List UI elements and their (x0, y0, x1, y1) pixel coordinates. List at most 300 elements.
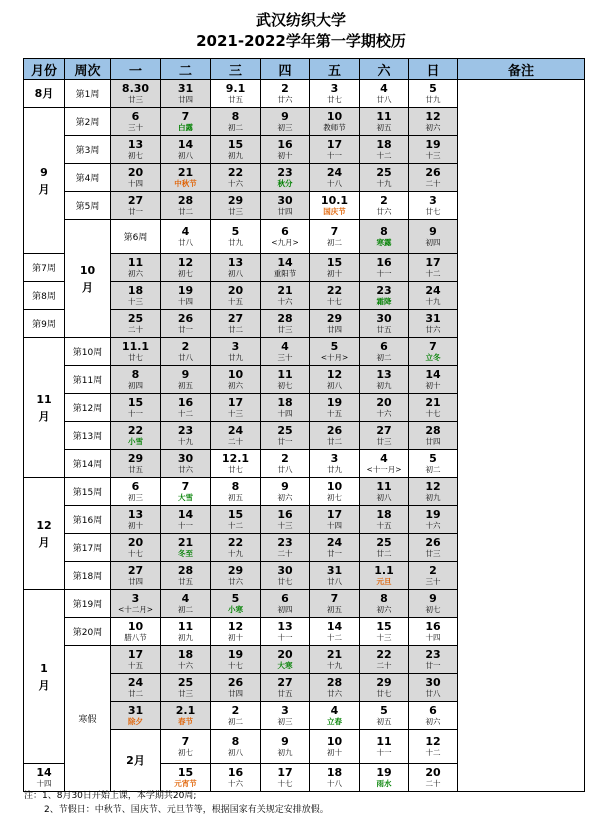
month-cell (24, 108, 65, 254)
day-number: 9 (281, 110, 289, 123)
day-number: 13 (127, 508, 144, 521)
day-cell (310, 310, 360, 338)
header-sat: 六 (360, 59, 409, 80)
lunar-label: 廿七 (376, 689, 392, 698)
lunar-label: 廿八 (277, 465, 293, 474)
day-cell (261, 618, 310, 646)
day-number: 14 (36, 766, 52, 779)
day-cell (261, 450, 310, 478)
lunar-label: 廿二 (228, 325, 243, 334)
lunar-label: 初五 (376, 123, 392, 132)
day-number: 26 (177, 312, 194, 325)
day-number: 6 (131, 480, 140, 493)
day-cell (360, 450, 409, 478)
day-cell (310, 646, 360, 674)
lunar-label: 廿八 (376, 95, 392, 104)
day-number: 4 (380, 82, 388, 95)
lunar-label: 廿九 (228, 353, 243, 362)
lunar-label: 廿四 (277, 207, 293, 216)
day-number: 15 (376, 620, 392, 633)
day-cell (261, 338, 310, 366)
day-cell (161, 450, 211, 478)
lunar-label: 廿一 (277, 437, 293, 446)
lunar-label: 初十 (327, 748, 342, 757)
day-cell (409, 80, 458, 108)
day-cell (261, 220, 310, 254)
month-cell (24, 478, 65, 590)
day-number: 12 (326, 368, 343, 381)
calendar-table (23, 58, 585, 792)
day-number: 31 (425, 312, 441, 325)
lunar-label: 廿七 (425, 207, 441, 216)
day-number: 22 (127, 424, 144, 437)
lunar-label: 十四 (128, 179, 143, 188)
day-cell (409, 338, 458, 366)
lunar-label: 廿六 (376, 207, 392, 216)
week-cell: 第17周 (65, 534, 111, 562)
day-number: 10 (326, 110, 343, 123)
lunar-label: 春节 (178, 717, 193, 726)
week-cell: 第9周 (24, 310, 65, 338)
day-number: 27 (127, 564, 144, 577)
lunar-label: 初七 (277, 381, 293, 390)
day-number: 22 (376, 648, 392, 661)
lunar-label: 初八 (327, 381, 342, 390)
lunar-label: 初八 (228, 748, 243, 757)
day-number: 24 (326, 536, 343, 549)
lunar-label: 十二 (425, 748, 441, 757)
day-cell (111, 506, 161, 534)
day-number: 21 (177, 166, 194, 179)
day-number: 9 (281, 480, 289, 493)
lunar-label: 初十 (128, 521, 143, 530)
day-number: 19 (376, 766, 392, 779)
lunar-label: 初四 (425, 238, 441, 247)
day-number: 11 (177, 620, 194, 633)
day-cell (409, 192, 458, 220)
day-cell (261, 80, 310, 108)
day-number: 28 (277, 312, 293, 325)
day-number: 3 (131, 592, 140, 605)
day-number: 10.1 (320, 194, 349, 207)
lunar-label: 初二 (327, 238, 342, 247)
lunar-label: 十五 (376, 521, 392, 530)
lunar-label: 初三 (277, 123, 293, 132)
day-cell (111, 310, 161, 338)
day-number: 20 (227, 284, 244, 297)
day-cell (310, 534, 360, 562)
week-cell: 第2周 (65, 108, 111, 136)
day-cell (261, 730, 310, 764)
day-cell (161, 590, 211, 618)
day-cell (409, 534, 458, 562)
day-cell (211, 136, 261, 164)
calendar-body (24, 80, 585, 792)
day-cell (161, 310, 211, 338)
month-cell (24, 590, 65, 764)
day-number: 10 (326, 735, 343, 748)
lunar-label: 初九 (178, 633, 193, 642)
day-cell (161, 618, 211, 646)
day-number: 23 (425, 648, 441, 661)
header-row (24, 59, 585, 80)
day-number: 16 (277, 138, 293, 151)
day-cell (111, 366, 161, 394)
day-number: 19 (425, 508, 441, 521)
day-cell (409, 478, 458, 506)
day-number: 20 (376, 396, 392, 409)
lunar-label: 十六 (425, 521, 441, 530)
day-number: 2 (231, 704, 240, 717)
lunar-label: 廿六 (178, 465, 193, 474)
day-number: 29 (326, 312, 343, 325)
day-cell (261, 506, 310, 534)
day-cell (310, 450, 360, 478)
day-cell (161, 164, 211, 192)
day-cell (409, 254, 458, 282)
page-subtitle: 2021-2022学年第一学期校历 (196, 32, 406, 50)
lunar-label: 除夕 (128, 717, 143, 726)
day-cell (161, 702, 211, 730)
day-cell (211, 366, 261, 394)
day-cell (409, 366, 458, 394)
day-number: 17 (425, 256, 441, 269)
lunar-label: 廿二 (178, 207, 193, 216)
day-number: 3 (330, 452, 339, 465)
lunar-label: 寒露 (376, 238, 392, 247)
lunar-label: 廿五 (228, 95, 243, 104)
day-cell (111, 450, 161, 478)
lunar-label: 廿二 (376, 549, 392, 558)
day-cell (211, 450, 261, 478)
day-number: 24 (127, 676, 144, 689)
day-cell (111, 80, 161, 108)
day-cell (360, 478, 409, 506)
day-cell (261, 192, 310, 220)
day-number: 23 (277, 536, 293, 549)
lunar-label: 雨水 (376, 779, 392, 788)
day-number: 8 (131, 368, 140, 381)
day-cell (161, 192, 211, 220)
day-number: 8 (231, 735, 240, 748)
day-number: 27 (127, 194, 144, 207)
day-number: 27 (277, 676, 293, 689)
day-cell (211, 764, 261, 792)
week-cell: 第20周 (65, 618, 111, 646)
lunar-label: 初七 (128, 151, 143, 160)
day-number: 13 (277, 620, 293, 633)
lunar-label: 廿六 (327, 689, 342, 698)
day-cell (310, 164, 360, 192)
day-number: 8 (231, 480, 240, 493)
lunar-label: 廿七 (128, 353, 143, 362)
day-cell (310, 394, 360, 422)
lunar-label: 廿七 (327, 95, 342, 104)
day-number: 31 (127, 704, 144, 717)
day-number: 21 (326, 648, 343, 661)
note-1: 注：1、8月30日开始上课，本学期共20周; (24, 791, 197, 801)
lunar-label: 廿一 (425, 661, 441, 670)
month-label: 10 月 (79, 263, 96, 294)
lunar-label: 廿三 (425, 549, 441, 558)
lunar-label: 十四 (327, 521, 342, 530)
lunar-label: 廿五 (376, 325, 392, 334)
day-number: 7 (181, 110, 190, 123)
day-cell (409, 506, 458, 534)
lunar-label: <十月> (320, 353, 349, 362)
lunar-label: 初六 (425, 717, 441, 726)
day-number: 20 (127, 536, 144, 549)
day-number: 10 (127, 620, 144, 633)
lunar-label: 廿三 (376, 437, 392, 446)
week-cell: 第16周 (65, 506, 111, 534)
day-cell (310, 338, 360, 366)
day-cell (310, 254, 360, 282)
lunar-label: 廿四 (425, 437, 441, 446)
day-number: 4 (281, 340, 289, 353)
day-number: 22 (227, 166, 244, 179)
day-cell (111, 136, 161, 164)
lunar-label: 十三 (425, 151, 441, 160)
day-cell (360, 646, 409, 674)
lunar-label: 十五 (327, 409, 342, 418)
lunar-label: 元宵节 (174, 779, 197, 788)
day-cell (261, 646, 310, 674)
day-cell (161, 478, 211, 506)
lunar-label: 初六 (277, 493, 293, 502)
day-cell (261, 478, 310, 506)
lunar-label: 十三 (376, 633, 392, 642)
day-cell (111, 562, 161, 590)
day-cell (211, 192, 261, 220)
lunar-label: 初九 (425, 493, 441, 502)
day-cell (360, 534, 409, 562)
lunar-label: 廿二 (128, 689, 143, 698)
lunar-label: 廿四 (128, 577, 143, 586)
day-cell (161, 366, 211, 394)
day-number: 21 (425, 396, 441, 409)
day-number: 27 (376, 424, 392, 437)
lunar-label: 十六 (228, 779, 243, 788)
lunar-label: 十一 (376, 748, 392, 757)
day-number: 16 (425, 620, 441, 633)
lunar-label: 初五 (376, 717, 392, 726)
lunar-label: 廿三 (128, 95, 143, 104)
lunar-label: 廿三 (277, 325, 293, 334)
day-cell (409, 394, 458, 422)
day-number: 24 (326, 166, 343, 179)
lunar-label: 十一 (178, 521, 193, 530)
day-number: 20 (425, 766, 441, 779)
lunar-label: 十一 (277, 633, 293, 642)
lunar-label: 廿七 (228, 465, 243, 474)
day-number: 5 (231, 592, 240, 605)
day-cell (409, 220, 458, 254)
day-number: 7 (330, 592, 339, 605)
day-cell (161, 254, 211, 282)
day-number: 28 (326, 676, 343, 689)
header-tue: 二 (161, 59, 211, 80)
day-cell (360, 164, 409, 192)
day-cell (409, 108, 458, 136)
lunar-label: 廿四 (327, 325, 342, 334)
day-number: 24 (227, 424, 244, 437)
day-cell (310, 730, 360, 764)
week-cell: 第3周 (65, 136, 111, 164)
lunar-label: 廿九 (425, 95, 441, 104)
lunar-label: 十一 (128, 409, 143, 418)
day-number: 5 (429, 82, 437, 95)
day-number: 15 (127, 396, 144, 409)
day-cell (409, 646, 458, 674)
day-number: 5 (231, 225, 240, 238)
lunar-label: 十四 (277, 409, 293, 418)
lunar-label: 廿四 (228, 689, 243, 698)
day-cell (261, 394, 310, 422)
day-number: 18 (376, 138, 392, 151)
day-number: 29 (376, 676, 392, 689)
day-number: 8 (231, 110, 240, 123)
lunar-label: 腊八节 (124, 633, 147, 642)
day-cell (261, 562, 310, 590)
day-number: 21 (177, 536, 194, 549)
day-cell (211, 730, 261, 764)
day-number: 18 (177, 648, 194, 661)
day-number: 25 (376, 166, 392, 179)
day-cell (211, 164, 261, 192)
day-cell (161, 534, 211, 562)
day-number: 25 (177, 676, 194, 689)
day-number: 6 (380, 340, 388, 353)
day-cell (261, 310, 310, 338)
lunar-label: 廿四 (178, 95, 193, 104)
day-cell (111, 254, 161, 282)
day-cell (111, 164, 161, 192)
lunar-label: 十五 (228, 297, 243, 306)
day-cell (310, 674, 360, 702)
day-number: 31 (177, 82, 194, 95)
lunar-label: 初七 (327, 493, 342, 502)
day-cell (211, 702, 261, 730)
day-number: 30 (425, 676, 441, 689)
lunar-label: 初七 (178, 748, 193, 757)
day-cell (211, 478, 261, 506)
day-cell (310, 702, 360, 730)
lunar-label: <十一月> (366, 465, 402, 474)
header-remarks: 备注 (458, 59, 585, 80)
day-cell (211, 562, 261, 590)
lunar-label: 初六 (128, 269, 143, 278)
week-cell: 第14周 (65, 450, 111, 478)
day-number: 25 (127, 312, 144, 325)
lunar-label: 二十 (277, 549, 293, 558)
day-cell (409, 164, 458, 192)
lunar-label: 十九 (178, 437, 193, 446)
lunar-label: <九月> (271, 238, 299, 247)
day-cell (211, 394, 261, 422)
day-number: 9 (429, 592, 437, 605)
lunar-label: 立春 (327, 717, 342, 726)
week-cell: 第18周 (65, 562, 111, 590)
lunar-label: 廿五 (128, 465, 143, 474)
day-number: 20 (127, 166, 144, 179)
header-thu: 四 (261, 59, 310, 80)
lunar-label: 冬至 (178, 549, 193, 558)
lunar-label: 廿六 (277, 95, 293, 104)
day-number: 29 (127, 452, 144, 465)
day-number: 8 (380, 592, 388, 605)
day-cell (111, 618, 161, 646)
day-number: 30 (376, 312, 392, 325)
lunar-label: 初五 (327, 605, 342, 614)
day-cell (261, 534, 310, 562)
day-cell (310, 192, 360, 220)
day-cell (111, 422, 161, 450)
day-number: 19 (227, 648, 244, 661)
week-cell: 寒假 (65, 646, 111, 792)
day-number: 17 (277, 766, 293, 779)
day-cell (409, 590, 458, 618)
week-cell: 第1周 (65, 80, 111, 108)
day-cell (211, 220, 261, 254)
day-cell (360, 562, 409, 590)
day-cell (111, 534, 161, 562)
day-number: 6 (429, 704, 437, 717)
day-number: 28 (425, 424, 441, 437)
lunar-label: 十一 (327, 151, 342, 160)
lunar-label: 初九 (376, 381, 392, 390)
day-cell (360, 590, 409, 618)
day-number: 18 (127, 284, 144, 297)
day-cell (161, 506, 211, 534)
day-cell (360, 310, 409, 338)
lunar-label: 十二 (425, 269, 441, 278)
month-cell (111, 730, 161, 792)
day-cell (360, 674, 409, 702)
header-wed: 三 (211, 59, 261, 80)
day-number: 3 (281, 704, 289, 717)
lunar-label: 二十 (425, 779, 441, 788)
day-cell (360, 506, 409, 534)
day-number: 14 (425, 368, 441, 381)
day-cell (261, 108, 310, 136)
day-cell (111, 702, 161, 730)
day-cell (111, 338, 161, 366)
day-number: 28 (177, 194, 194, 207)
day-cell (409, 422, 458, 450)
lunar-label: 初十 (277, 151, 293, 160)
week-cell: 第13周 (65, 422, 111, 450)
lunar-label: 廿三 (178, 689, 193, 698)
lunar-label: 十四 (36, 779, 52, 788)
day-cell (409, 450, 458, 478)
lunar-label: 十九 (376, 179, 392, 188)
lunar-label: 十七 (327, 297, 342, 306)
day-number: 17 (326, 138, 343, 151)
day-number: 12.1 (221, 452, 250, 465)
day-number: 22 (227, 536, 244, 549)
day-cell (111, 674, 161, 702)
lunar-label: 十七 (228, 661, 243, 670)
day-number: 19 (326, 396, 343, 409)
lunar-label: 十三 (228, 409, 243, 418)
lunar-label: 十七 (425, 409, 441, 418)
lunar-label: 二十 (128, 325, 143, 334)
day-cell (360, 764, 409, 792)
lunar-label: 十二 (178, 409, 193, 418)
day-number: 20 (277, 648, 293, 661)
day-number: 12 (425, 735, 441, 748)
